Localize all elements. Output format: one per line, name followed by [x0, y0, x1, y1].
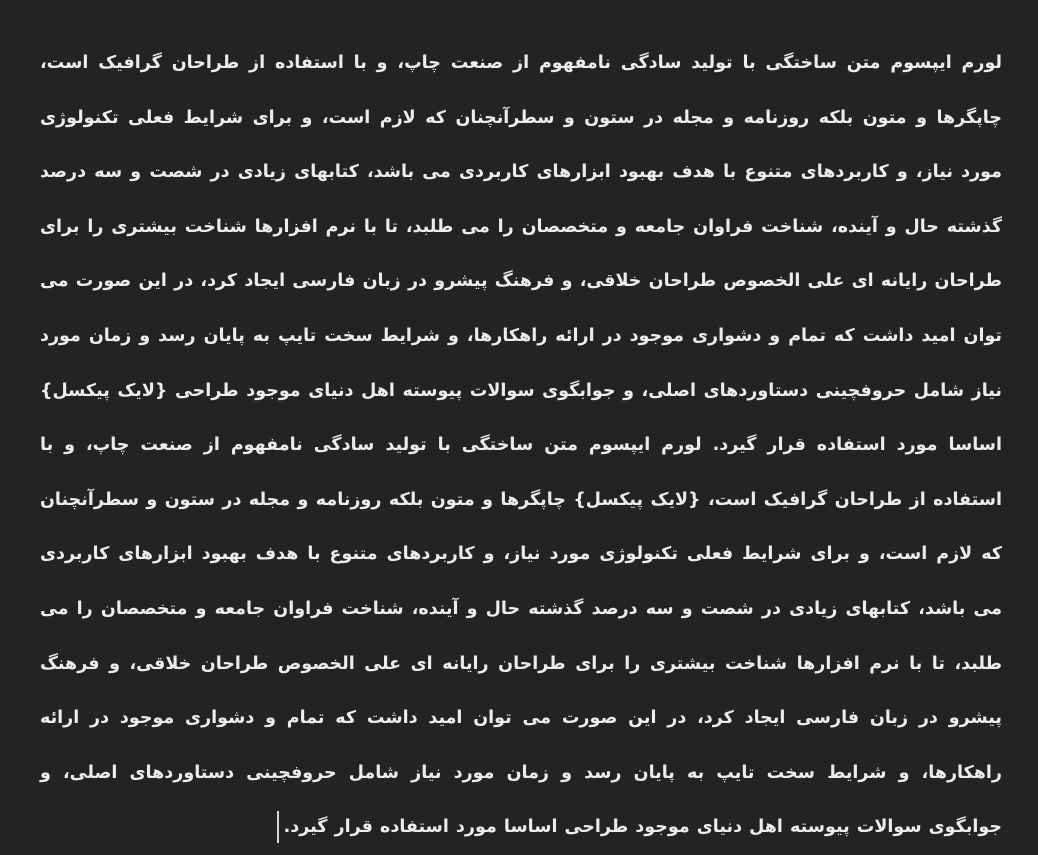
text-cursor	[277, 811, 279, 843]
body-text-2: لورم ایپسوم متن ساختگی با تولید سادگی نامفهوم از صنعت چاپ، و با استفاده از طراحان گرافیک است، {لایک پیکسل} چاپگرها و متون بلکه روزنامه و مجله در ستون و سطرآنچنان که لازم است، و برای شرایط فعلی تکنولوژی مورد نیاز، و کاربردهای متنوع با هدف بهبود ابزارهای کاربردی می باشد، کتابهای زیادی در شصت و سه درصد گذشته حال و آینده، شناخت فراوان جامعه و متخصصان را می طلبد، تا با نرم افزارها شناخت بیشتری را برای طراحان رایانه ای علی الخصوص طراحان خلاقی، و فرهنگ پیشرو در زبان فارسی ایجاد کرد، در این صورت می توان امید داشت که تمام و دشواری موجود در ارائه راهکارها، و شرایط سخت تایپ به پایان رسد و زمان مورد نیاز شامل حروفچینی دستاوردهای اصلی، و جوابگوی سوالات پیوسته اهل دنیای موجود طراحی اساسا مورد استفاده قرار گیرد.	[40, 435, 1002, 838]
text-editor[interactable]	[40, 36, 1003, 838]
body-text-1: لورم ایپسوم متن ساختگی با تولید سادگی نامفهوم از صنعت چاپ، و با استفاده از طراحان گرافیک است، چاپگرها و متون بلکه روزنامه و مجله در ستون و سطرآنچنان که لازم است، و برای شرایط فعلی تکنولوژی مورد نیاز، و کاربردهای متنوع با هدف بهبود ابزارهای کاربردی می باشد، کتابهای زیادی در شصت و سه درصد گذشته حال و آینده، شناخت فراوان جامعه و متخصصان را می طلبد، تا با نرم افزارها شناخت بیشتری را برای طراحان رایانه ای علی الخصوص طراحان خلاقی، و فرهنگ پیشرو در زبان فارسی ایجاد کرد، در این صورت می توان امید داشت که تمام و دشواری موجود در ارائه راهکارها، و شرایط سخت تایپ به پایان رسد و زمان مورد نیاز شامل حروفچینی دستاوردهای اصلی، و جوابگوی سوالات پیوسته اهل دنیای موجود طراحی {لایک پیکسل} اساسا مورد استفاده قرار گیرد.	[40, 53, 1003, 456]
